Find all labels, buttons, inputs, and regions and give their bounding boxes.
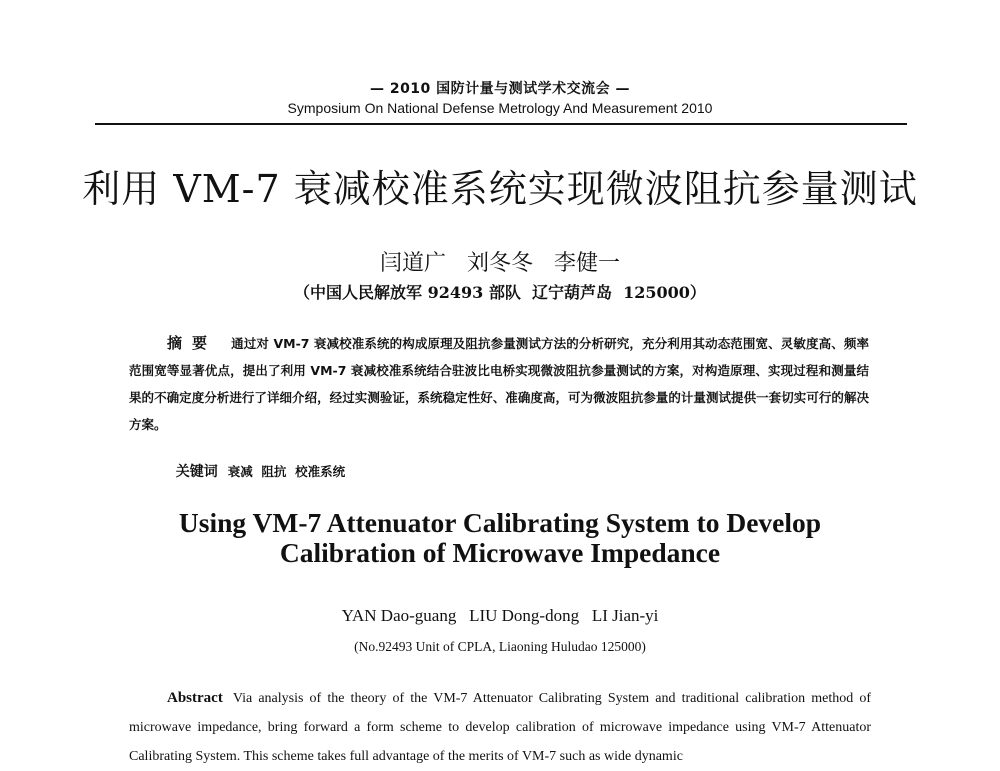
- authors-cn: 闫道广 刘冬冬 李健一: [380, 251, 620, 276]
- authors-en: YAN Dao-guang LIU Dong-dong LI Jian-yi: [341, 606, 659, 625]
- abstract-en: [129, 684, 871, 771]
- conference-header-cn: — 2010 国防计量与测试学术交流会 —: [369, 81, 631, 97]
- abstract-cn-label: 摘要: [167, 334, 218, 352]
- conference-header-en: Symposium On National Defense Metrology And Measurement 2010: [287, 100, 713, 116]
- paper-title-en: [0, 508, 1000, 568]
- affiliation-en: (No.92493 Unit of CPLA, Liaoning Huludao 125000): [354, 639, 646, 654]
- abstract-en-text: Via analysis of the theory of the VM-7 Attenuator Calibrating System and traditional calibration method of microwave impedance, bring forward a form scheme to develop calibration of microwave impedance using VM-7 Attenuator Calibrating System. This scheme takes full advantage of the merits of VM-7 such as wide dynamic: [129, 691, 871, 764]
- paper-title-en-line2: Calibration of Microwave Impedance: [279, 537, 721, 568]
- affiliation-cn: （中国人民解放军 92493 部队 辽宁葫芦岛 125000）: [294, 283, 706, 302]
- abstract-cn: [129, 330, 869, 438]
- keywords-cn-text: 衰减 阻抗 校准系统: [227, 464, 346, 479]
- paper-title-cn: 利用 VM-7 衰减校准系统实现微波阻抗参量测试: [82, 167, 918, 211]
- abstract-en-label: Abstract: [167, 690, 223, 706]
- keywords-cn-label: 关键词: [175, 464, 218, 480]
- header-rule: [95, 123, 907, 125]
- abstract-cn-text: 通过对 VM-7 衰减校准系统的构成原理及阻抗参量测试方法的分析研究，充分利用其动态范围宽、灵敏度高、频率范围宽等显著优点，提出了利用 VM-7 衰减校准系统结合驻波比电桥实现微波阻抗参量测试的方案，对构造原理、实现过程和测量结果的不确定度分析进行了详细介绍，经过实测验证，系统稳定性好、准确度高，可为微波阻抗参量的计量测试提供一套切实可行的解决方案。: [129, 336, 869, 432]
- paper-title-en-line1: Using VM-7 Attenuator Calibrating System to Develop: [178, 507, 822, 538]
- keywords-cn: [167, 446, 345, 481]
